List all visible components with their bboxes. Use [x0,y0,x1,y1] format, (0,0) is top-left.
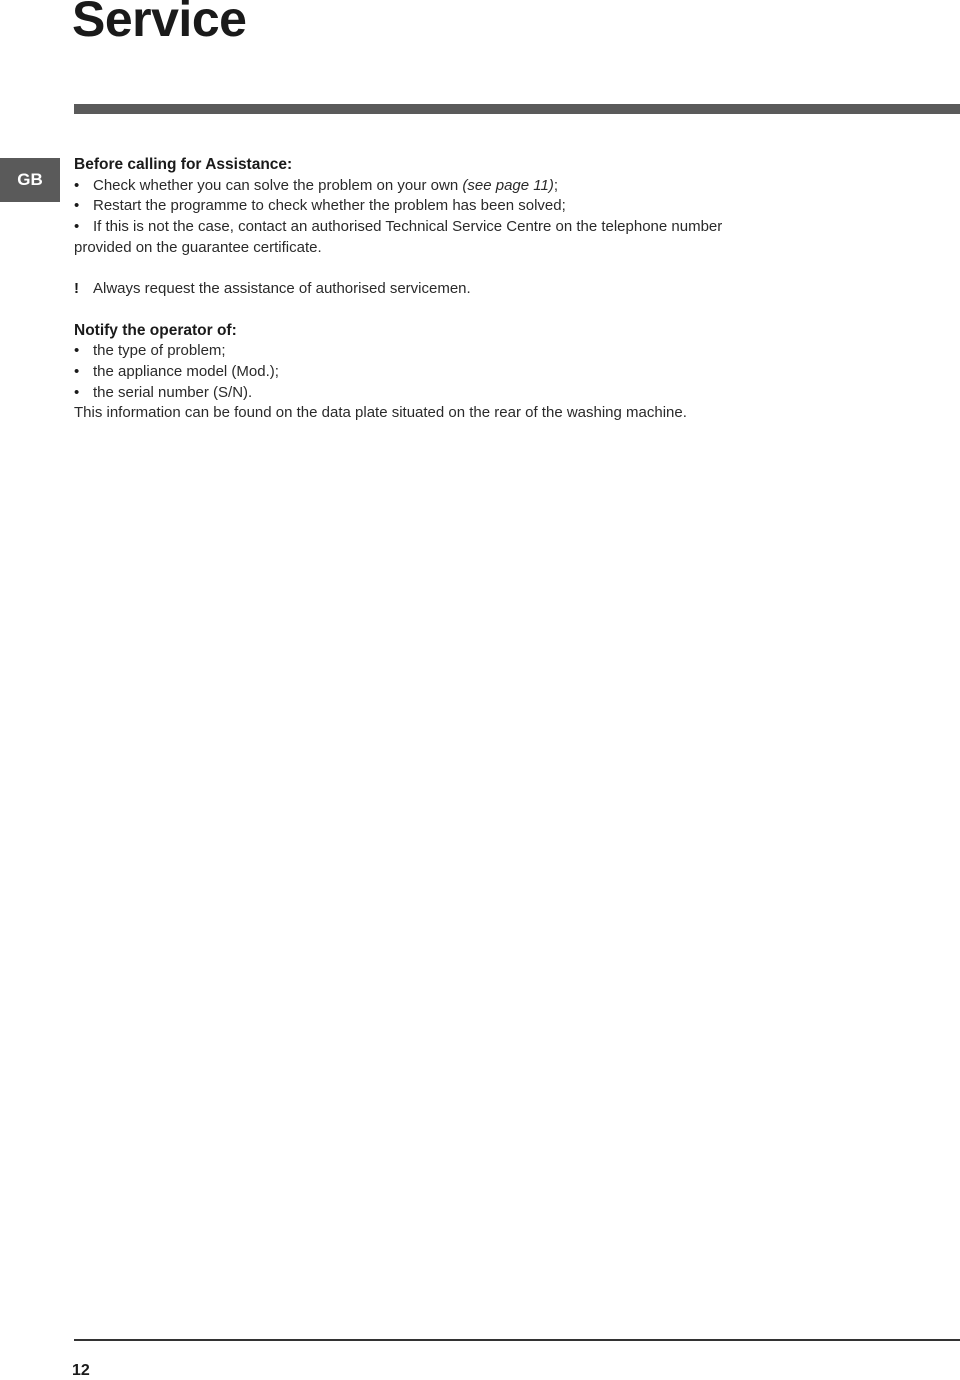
before-calling-heading: Before calling for Assistance: [74,156,293,173]
page-title: Service [72,0,247,47]
page-number: 12 [72,1362,90,1379]
data-plate-note: This information can be found on the data plate situated on the rear of the washing machine. [74,404,687,422]
list-item: • the type of problem; [74,341,934,362]
list-item: • Restart the programme to check whether the problem has been solved; [74,196,934,217]
footer-divider [74,1339,960,1341]
page-reference: (see page 11) [462,176,554,194]
list-item: • the serial number (S/N). [74,383,934,404]
service-content [74,155,934,424]
before-calling-list [74,176,934,238]
exclamation-icon: ! [74,280,79,298]
item-end: ; [553,176,558,194]
list-item: • the appliance model (Mod.); [74,362,934,383]
list-item [74,176,934,197]
list-item-continuation: provided on the guarantee certificate. [74,238,322,256]
language-tab: GB [0,158,60,202]
list-item: • If this is not the case, contact an authorised Technical Service Centre on the telephone number [74,217,934,238]
warning-note [74,279,934,300]
warning-text: Always request the assistance of authorised servicemen. [93,280,471,298]
item-text: Check whether you can solve the problem on your own [93,176,463,194]
title-divider [74,104,960,114]
notify-heading: Notify the operator of: [74,321,237,339]
notify-list [74,341,934,403]
